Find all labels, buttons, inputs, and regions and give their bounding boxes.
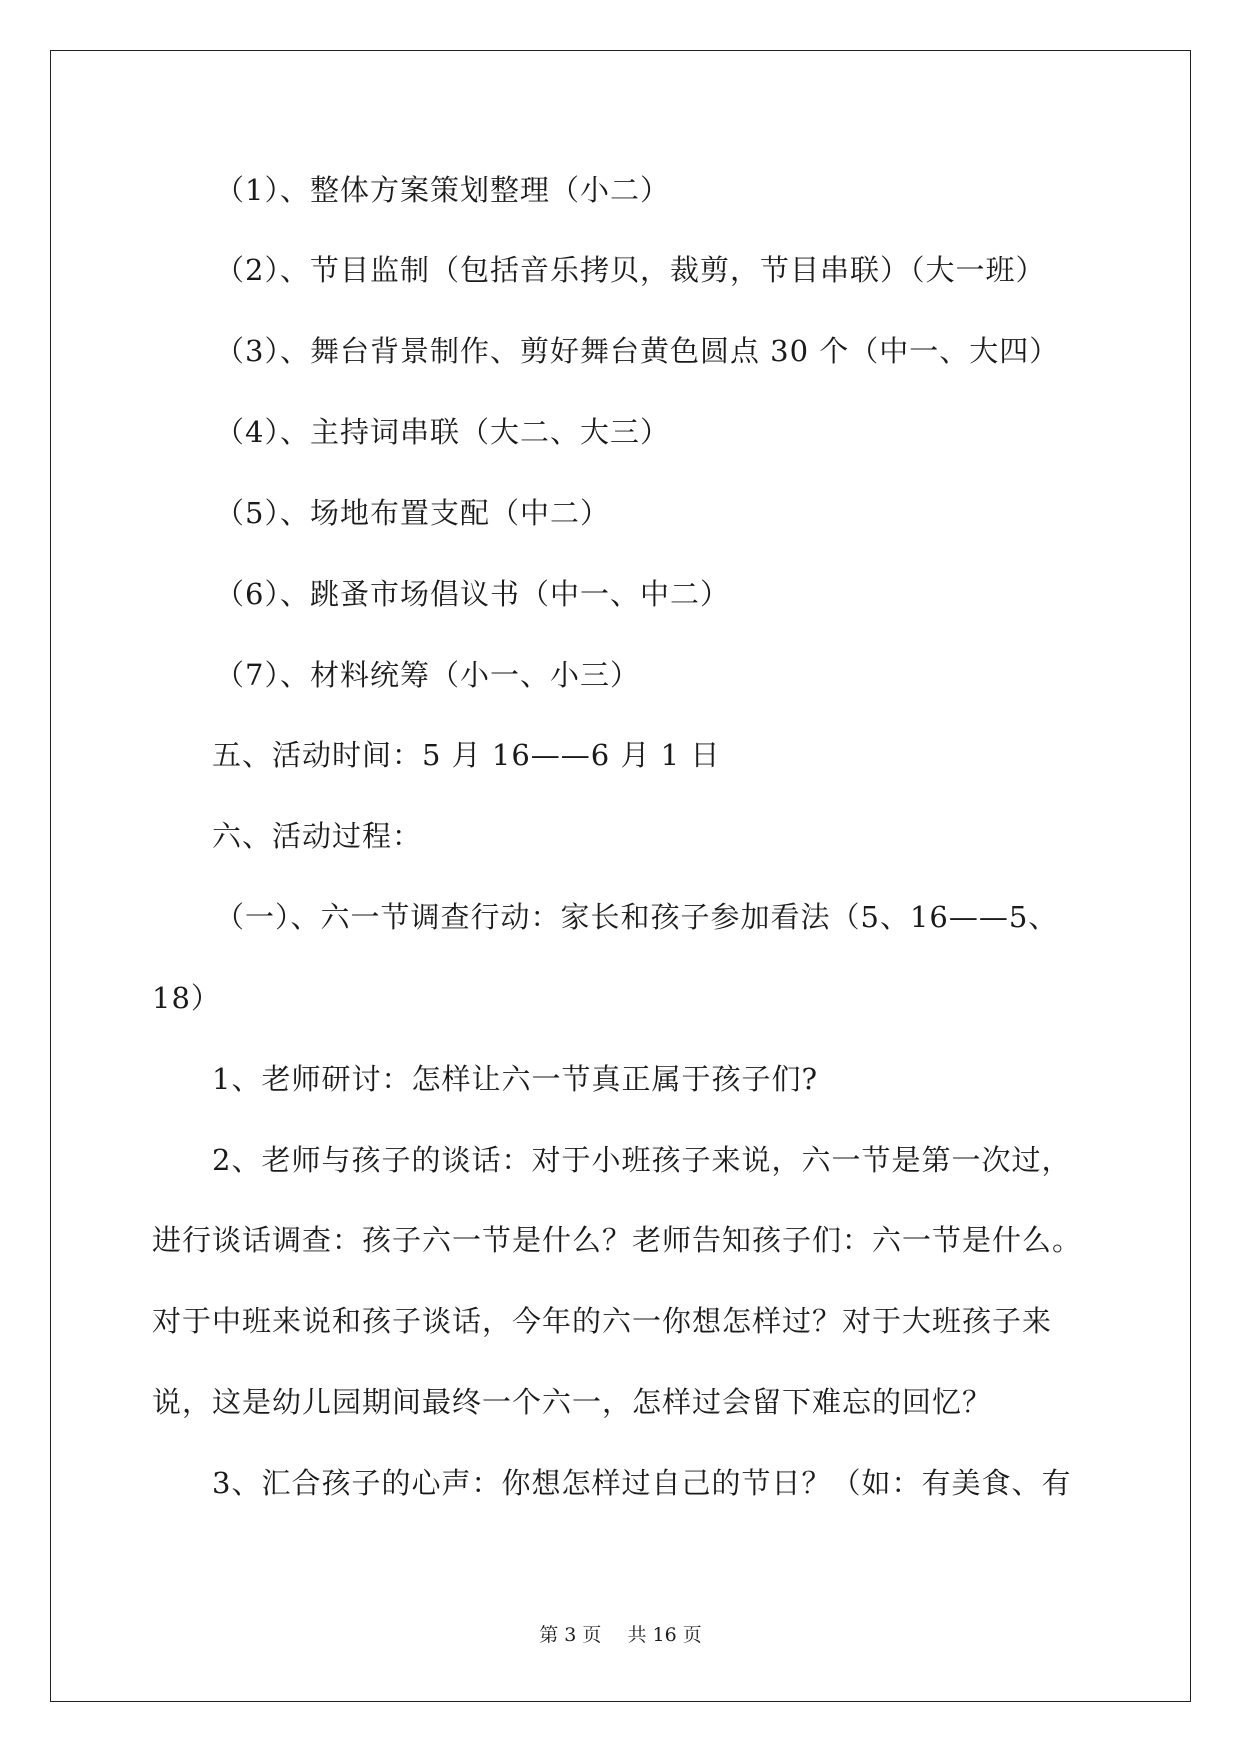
page-number: 第 3 页 bbox=[539, 1624, 602, 1646]
text-line-7: （7）、材料统筹（小一、小三） bbox=[215, 658, 640, 692]
text-line-3: （3）、舞台背景制作、剪好舞台黄色圆点 30 个（中一、大四） bbox=[215, 334, 1060, 368]
text-line-17: 3、汇合孩子的心声：你想怎样过自己的节日？（如：有美食、有 bbox=[212, 1466, 1072, 1500]
text-line-2: （2）、节目监制（包括音乐拷贝，裁剪，节目串联）（大一班） bbox=[215, 253, 1046, 287]
text-line-14: 进行谈话调查：孩子六一节是什么？老师告知孩子们：六一节是什么。 bbox=[152, 1223, 1083, 1257]
section-heading-time: 五、活动时间：5 月 16——6 月 1 日 bbox=[212, 738, 721, 772]
text-line-15: 对于中班来说和孩子谈话，今年的六一你想怎样过？对于大班孩子来 bbox=[152, 1304, 1053, 1338]
section-heading-process: 六、活动过程： bbox=[212, 819, 423, 853]
text-line-13: 2、老师与孩子的谈话：对于小班孩子来说，六一节是第一次过， bbox=[212, 1143, 1072, 1177]
text-line-12: 1、老师研讨：怎样让六一节真正属于孩子们? bbox=[212, 1062, 818, 1096]
text-line-6: （6）、跳蚤市场倡议书（中一、中二） bbox=[215, 577, 730, 611]
text-line-5: （5）、场地布置支配（中二） bbox=[215, 496, 610, 530]
text-line-11: 18） bbox=[152, 981, 221, 1015]
page-border bbox=[50, 50, 1191, 1702]
page-footer bbox=[0, 1620, 1241, 1647]
page-total: 共 16 页 bbox=[627, 1624, 702, 1646]
text-line-10: （一）、六一节调查行动：家长和孩子参加看法（5、16——5、 bbox=[215, 900, 1059, 934]
text-line-1: （1）、整体方案策划整理（小二） bbox=[215, 173, 670, 207]
text-line-16: 说，这是幼儿园期间最终一个六一，怎样过会留下难忘的回忆？ bbox=[152, 1385, 993, 1419]
text-line-4: （4）、主持词串联（大二、大三） bbox=[215, 415, 670, 449]
